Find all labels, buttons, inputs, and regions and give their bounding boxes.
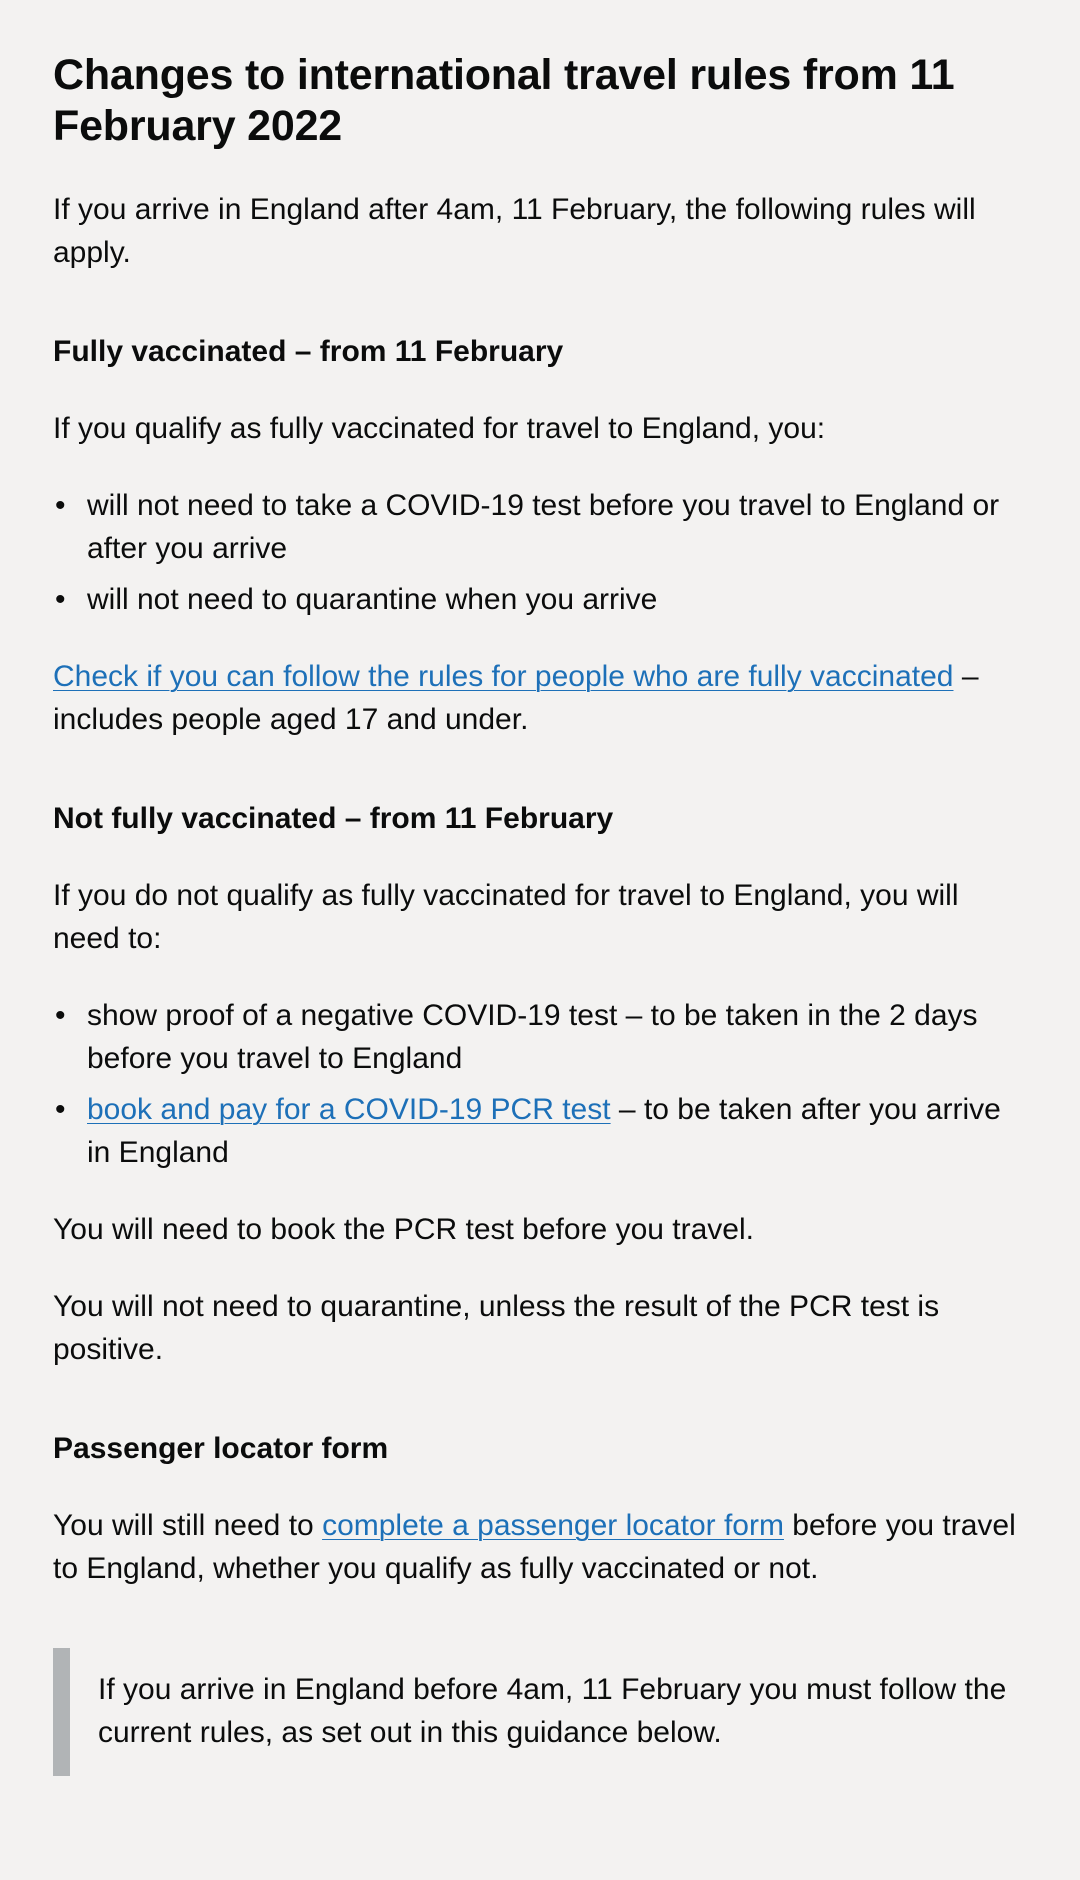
bullet-icon: • bbox=[55, 489, 66, 522]
list-item-suffix: – to be taken after you arrive in England bbox=[87, 1093, 1001, 1169]
passenger-locator-form-link[interactable]: complete a passenger locator form bbox=[322, 1509, 784, 1542]
list-item bbox=[53, 484, 1032, 570]
bullet-icon: • bbox=[55, 999, 66, 1032]
book-pcr-paragraph: You will need to book the PCR test before you travel. bbox=[53, 1213, 754, 1246]
check-rules-paragraph bbox=[53, 655, 1032, 741]
list-item bbox=[53, 578, 1032, 621]
quarantine-paragraph: You will not need to quarantine, unless the result of the PCR test is positive. bbox=[53, 1290, 940, 1366]
bullet-icon: • bbox=[55, 1093, 66, 1126]
not-fully-vaccinated-heading: Not fully vaccinated – from 11 February bbox=[53, 802, 614, 835]
passenger-locator-paragraph bbox=[53, 1504, 1032, 1590]
fully-vaccinated-list bbox=[53, 484, 1032, 621]
list-item-text: show proof of a negative COVID-19 test – to be taken in the 2 days before you travel to England bbox=[87, 999, 978, 1075]
fully-vaccinated-lead: If you qualify as fully vaccinated for travel to England, you: bbox=[53, 412, 826, 445]
list-item bbox=[53, 1088, 1032, 1174]
passenger-locator-heading: Passenger locator form bbox=[53, 1432, 389, 1465]
list-item-text: will not need to quarantine when you arrive bbox=[87, 583, 658, 616]
fully-vaccinated-heading: Fully vaccinated – from 11 February bbox=[53, 335, 564, 368]
passenger-locator-prefix: You will still need to bbox=[53, 1509, 323, 1542]
list-item bbox=[53, 994, 1032, 1080]
check-fully-vaccinated-rules-link[interactable]: Check if you can follow the rules for people who are fully vaccinated bbox=[53, 660, 954, 693]
intro-paragraph: If you arrive in England after 4am, 11 February, the following rules will apply. bbox=[53, 193, 976, 269]
list-item-text: will not need to take a COVID-19 test before you travel to England or after you arrive bbox=[87, 489, 1000, 565]
bullet-icon: • bbox=[55, 583, 66, 616]
inset-text bbox=[53, 1648, 1032, 1776]
not-fully-vaccinated-list bbox=[53, 994, 1032, 1174]
page-title: Changes to international travel rules from 11 February 2022 bbox=[53, 51, 955, 150]
inset-paragraph: If you arrive in England before 4am, 11 February you must follow the current rules, as set out in this guidance below. bbox=[98, 1673, 1007, 1749]
check-rules-suffix: – includes people aged 17 and under. bbox=[53, 660, 979, 736]
book-pcr-test-link[interactable]: book and pay for a COVID-19 PCR test bbox=[87, 1093, 611, 1126]
not-fully-vaccinated-lead: If you do not qualify as fully vaccinated for travel to England, you will need to: bbox=[53, 879, 959, 955]
passenger-locator-suffix: before you travel to England, whether you qualify as fully vaccinated or not. bbox=[53, 1509, 1016, 1585]
